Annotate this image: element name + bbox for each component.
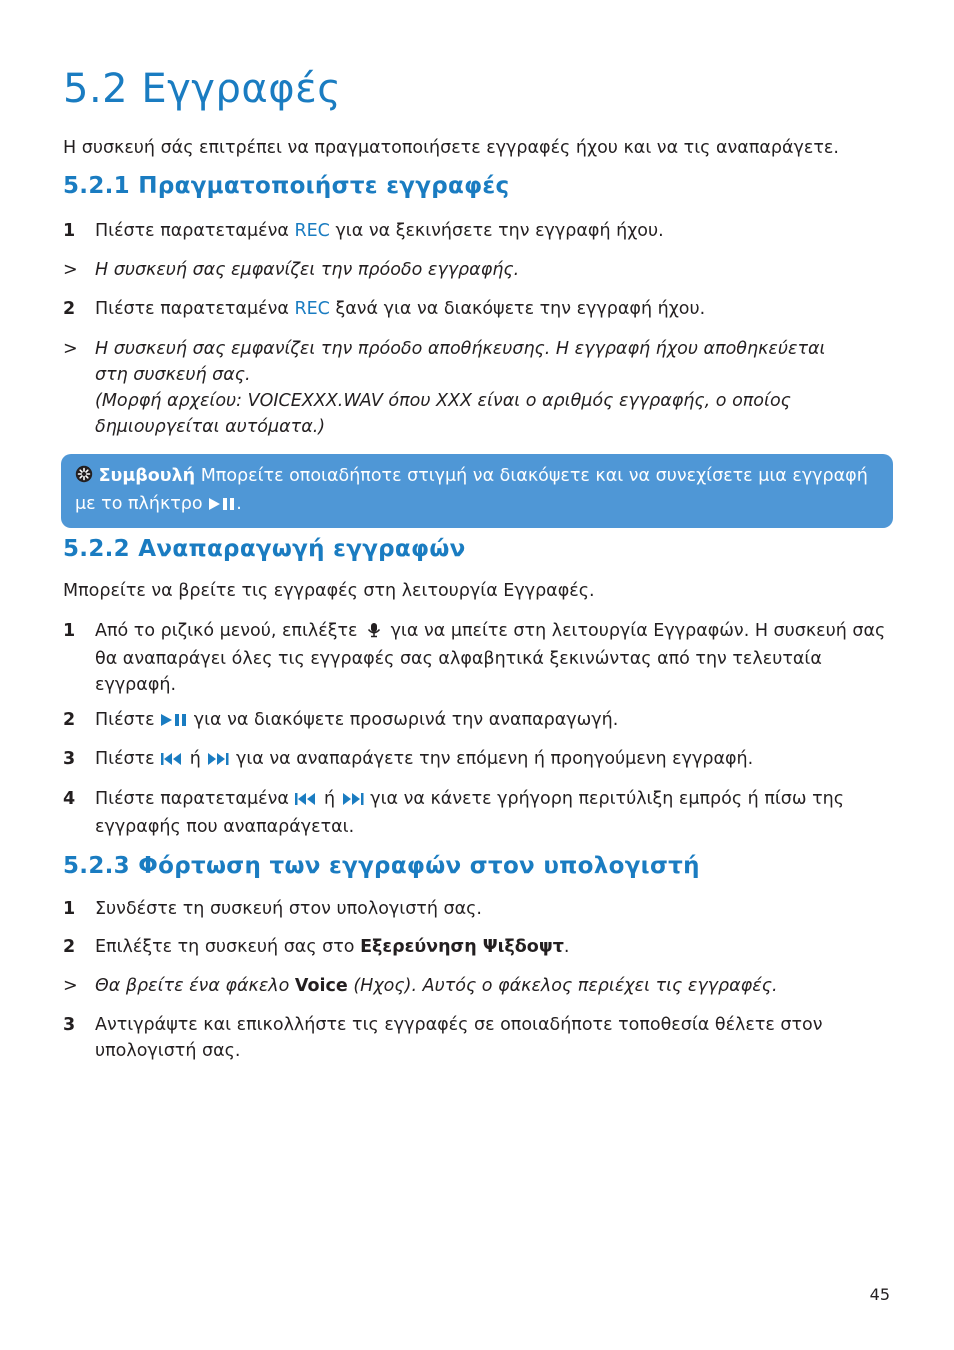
step-text: Πιέστε bbox=[95, 749, 161, 769]
explorer-label: Εξερεύνηση Ψιξδοψτ bbox=[360, 937, 564, 957]
step-text: για να διακόψετε προσωρινά την αναπαραγωγή. bbox=[188, 710, 619, 730]
step-number: 2 bbox=[63, 937, 76, 957]
playback-intro: Μπορείτε να βρείτε τις εγγραφές στη λειτουργία Εγγραφές. bbox=[63, 581, 595, 601]
step-text: για να κάνετε γρήγορη περιτύλιξη εμπρός ή πίσω της εγγραφής που αναπαράγεται. bbox=[95, 789, 844, 837]
previous-icon bbox=[294, 788, 318, 814]
step-number: 3 bbox=[63, 1015, 76, 1035]
step-text: Πιέστε παρατεταμένα bbox=[95, 299, 295, 319]
step-number: 1 bbox=[63, 221, 76, 241]
page-title: 5.2 Εγγραφές bbox=[63, 66, 342, 112]
step-number: 1 bbox=[63, 899, 76, 919]
next-icon bbox=[341, 788, 365, 814]
result-marker: > bbox=[63, 260, 78, 280]
step-text: για να ξεκινήσετε την εγγραφή ήχου. bbox=[329, 221, 664, 241]
file-format-note: (Μορφή αρχείου: VOICEXXX.WAV όπου XXX είναι ο αριθμός εγγραφής, ο οποίος δημιουργείται αυτόματα.) bbox=[95, 391, 791, 437]
step-text: Πιέστε παρατεταμένα bbox=[95, 789, 295, 809]
step-text: για να μπείτε στη λειτουργία Εγγραφών. Η συσκευή σας θα αναπαράγει όλες τις εγγραφές σας αλφαβητικά ξεκινώντας από την τελευταία εγγραφή. bbox=[95, 621, 886, 695]
section-heading-playback: 5.2.2 Αναπαραγωγή εγγραφών bbox=[63, 536, 466, 562]
step-text: ξανά για να διακόψετε την εγγραφή ήχου. bbox=[329, 299, 706, 319]
step-text: Επιλέξτε τη συσκευή σας στο bbox=[95, 937, 361, 957]
microphone-icon bbox=[363, 620, 385, 646]
step-text: Πιέστε bbox=[95, 710, 161, 730]
step-number: 3 bbox=[63, 749, 76, 769]
step-number: 1 bbox=[63, 621, 76, 641]
play-pause-icon bbox=[208, 493, 236, 519]
step-text: . bbox=[563, 937, 570, 957]
step-number: 2 bbox=[63, 710, 76, 730]
step-text: ή bbox=[184, 749, 207, 769]
tip-label: Συμβουλή bbox=[98, 466, 196, 486]
step-text: ή bbox=[318, 789, 341, 809]
tip-icon bbox=[75, 465, 93, 491]
step-text: για να αναπαράγετε την επόμενη ή προηγούμενη εγγραφή. bbox=[230, 749, 754, 769]
next-icon bbox=[206, 748, 230, 774]
tip-box bbox=[61, 454, 893, 528]
result-text: (Ηχος). Αυτός ο φάκελος περιέχει τις εγγραφές. bbox=[347, 976, 778, 996]
result-marker: > bbox=[63, 339, 78, 359]
section-heading-transfer: 5.2.3 Φόρτωση των εγγραφών στον υπολογιστή bbox=[63, 853, 700, 879]
step-text: Αντιγράψτε και επικολλήστε τις εγγραφές σε οποιαδήποτε τοποθεσία θέλετε στον υπολογιστή σας. bbox=[95, 1015, 823, 1061]
step-text: Πιέστε παρατεταμένα bbox=[95, 221, 295, 241]
step-text: Από το ριζικό μενού, επιλέξτε bbox=[95, 621, 364, 641]
section-heading-record: 5.2.1 Πραγματοποιήστε εγγραφές bbox=[63, 173, 510, 199]
step-number: 4 bbox=[63, 789, 76, 809]
result-text: Θα βρείτε ένα φάκελο bbox=[95, 976, 295, 996]
intro-text: Η συσκευή σάς επιτρέπει να πραγματοποιήσετε εγγραφές ήχου και να τις αναπαράγετε. bbox=[63, 138, 839, 158]
result-text: Η συσκευή σας εμφανίζει την πρόοδο εγγραφής. bbox=[95, 260, 520, 280]
tip-text: Μπορείτε οποιαδήποτε στιγμή να διακόψετε και να συνεχίσετε μια εγγραφή με το πλήκτρο bbox=[75, 466, 868, 514]
previous-icon bbox=[160, 748, 184, 774]
tip-text-end: . bbox=[236, 494, 242, 514]
result-text: Η συσκευή σας εμφανίζει την πρόοδο αποθήκευσης. Η εγγραφή ήχου αποθηκεύεται στη συσκευή σας. bbox=[95, 339, 826, 385]
play-pause-icon bbox=[160, 709, 188, 735]
voice-folder-label: Voice bbox=[294, 976, 348, 996]
step-text: Συνδέστε τη συσκευή στον υπολογιστή σας. bbox=[95, 899, 482, 919]
rec-key-label: REC bbox=[294, 221, 330, 241]
step-number: 2 bbox=[63, 299, 76, 319]
page-number: 45 bbox=[869, 1285, 890, 1304]
result-marker: > bbox=[63, 976, 78, 996]
rec-key-label: REC bbox=[294, 299, 330, 319]
